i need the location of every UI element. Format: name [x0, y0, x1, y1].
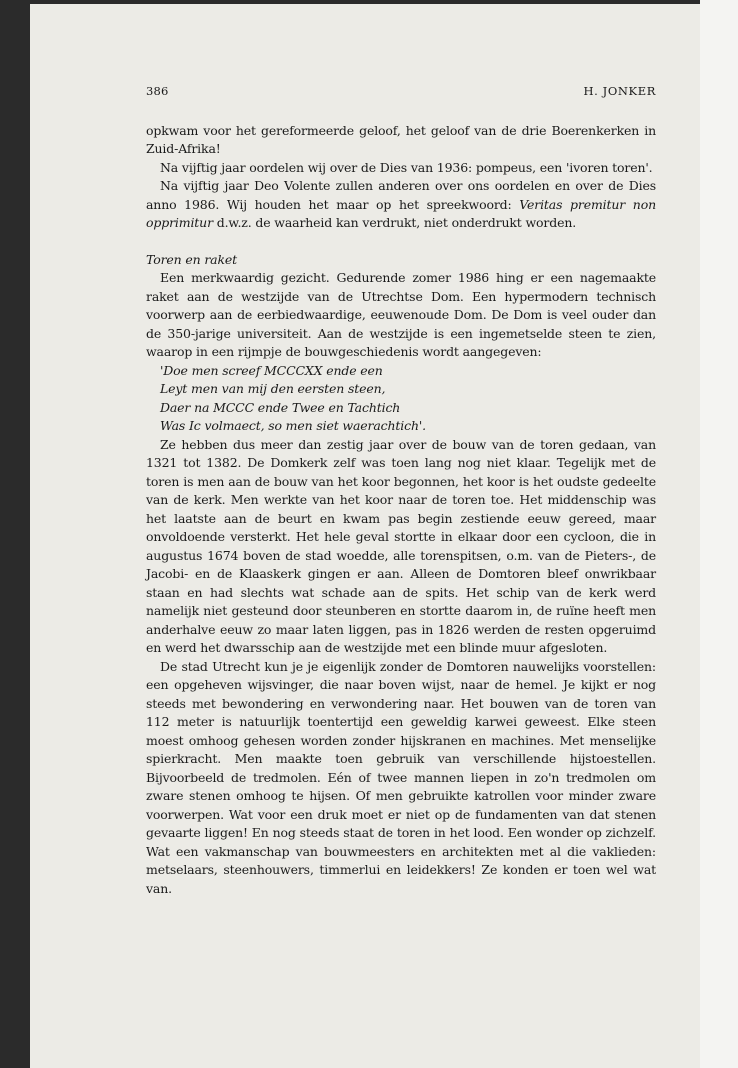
verse-inscription [146, 362, 656, 436]
author-name: H. JONKER [583, 84, 656, 98]
page-number: 386 [146, 84, 169, 98]
running-header [146, 82, 656, 101]
verse-line: Daer na MCCC ende Twee en Tachtich [160, 399, 401, 415]
paragraph-veritas-text-end: d.w.z. de waarheid kan verdrukt, niet onderdrukt worden. [212, 215, 577, 230]
paragraph-veritas [146, 177, 656, 233]
section-heading: Toren en raket [146, 251, 238, 267]
page-text [146, 82, 656, 898]
paragraph-domtoren: De stad Utrecht kun je je eigenlijk zonder de Domtoren nauwelijks voorstellen: een opgeheven wijsvinger, die naar boven wijst, naar de hemel. Je kijkt er nog steeds met bewondering en verwondering naar. Het bouwen van de toren van 112 meter is natuurlijk toentertijd een geweldig karwei geweest. Elke steen moest omhoog gehesen worden zonder hijskranen en machines. Met menselijke spierkracht. Men maakte toen gebruik van verschillende hijstoestellen. Bijvoorbeeld de tredmolen. Eén of twee mannen liepen in zo'n tredmolen om zware stenen omhoog te hijsen. Of men gebruikte katrollen voor minder zware voorwerpen. Wat voor een druk moet er niet op de fundamenten van dat stenen gevaarte liggen! En nog steeds staat de toren in het lood. Een wonder op zichzelf. Wat een vakmanschap van bouwmeesters en architekten met al die vaklieden: metselaars, steenhouwers, timmerlui en leidekkers! Ze konden er toen wel wat van. [146, 658, 656, 896]
scan-border-left [0, 0, 30, 1068]
scan-border-right [700, 0, 738, 1068]
verse-line: Leyt men van mij den eersten steen, [160, 381, 386, 396]
paragraph-veritas-text: Na vijftig jaar Deo Volente zullen anderen over ons oordelen en over de Dies anno 1986. Wij houden het maar op het spreekwoord: [146, 178, 656, 212]
latin-motto: Veritas premitur non opprimitur [146, 196, 656, 230]
verse-line: Was Ic volmaect, so men siet waerachtich'. [160, 418, 426, 433]
paragraph-continuation: opkwam voor het gereformeerde geloof, het geloof van de drie Boerenkerken in Zuid-Afrika! [146, 122, 656, 156]
paragraph-bouw: Ze hebben dus meer dan zestig jaar over de bouw van de toren gedaan, van 1321 tot 1382. De Domkerk zelf was toen lang nog niet klaar. Tegelijk met de toren is men aan de bouw van het koor begonnen, het koor is het oudste gedeelte van de kerk. Men werkte van het koor naar de toren toe. Het middenschip was het laatste aan de beurt en kwam pas begin zestiende eeuw gereed, maar onvoldoende versterkt. Het hele geval stortte in elkaar door een cycloon, die in augustus 1674 boven de stad woedde, alle torenspitsen, o.m. van de Pieters-, de Jacobi- en de Klaaskerk gingen er aan. Alleen de Domtoren bleef onwrikbaar staan en had slechts wat schade aan de spits. Het schip van de kerk werd namelijk niet gesteund door steunberen en stortte daarom in, de ruïne heeft men anderhalve eeuw zo maar laten liggen, pas in 1826 werden de resten opgeruimd en werd het dwarsschip aan de westzijde met een blinde muur afgesloten. [146, 436, 656, 655]
verse-line: 'Doe men screef MCCCXX ende een [160, 362, 383, 378]
paragraph-dies-1936: Na vijftig jaar oordelen wij over de Dies van 1936: pompeus, een 'ivoren toren'. [160, 159, 653, 175]
paragraph-raket: Een merkwaardig gezicht. Gedurende zomer 1986 hing er een nagemaakte raket aan de westzijde van de Utrechtse Dom. Een hypermodern technisch voorwerp aan de eerbiedwaardige, eeuwenoude Dom. De Dom is veel ouder dan de 350-jarige universiteit. Aan de westzijde is een ingemetselde steen te zien, waarop in een rijmpje de bouwgeschiedenis wordt aangegeven: [146, 270, 656, 359]
